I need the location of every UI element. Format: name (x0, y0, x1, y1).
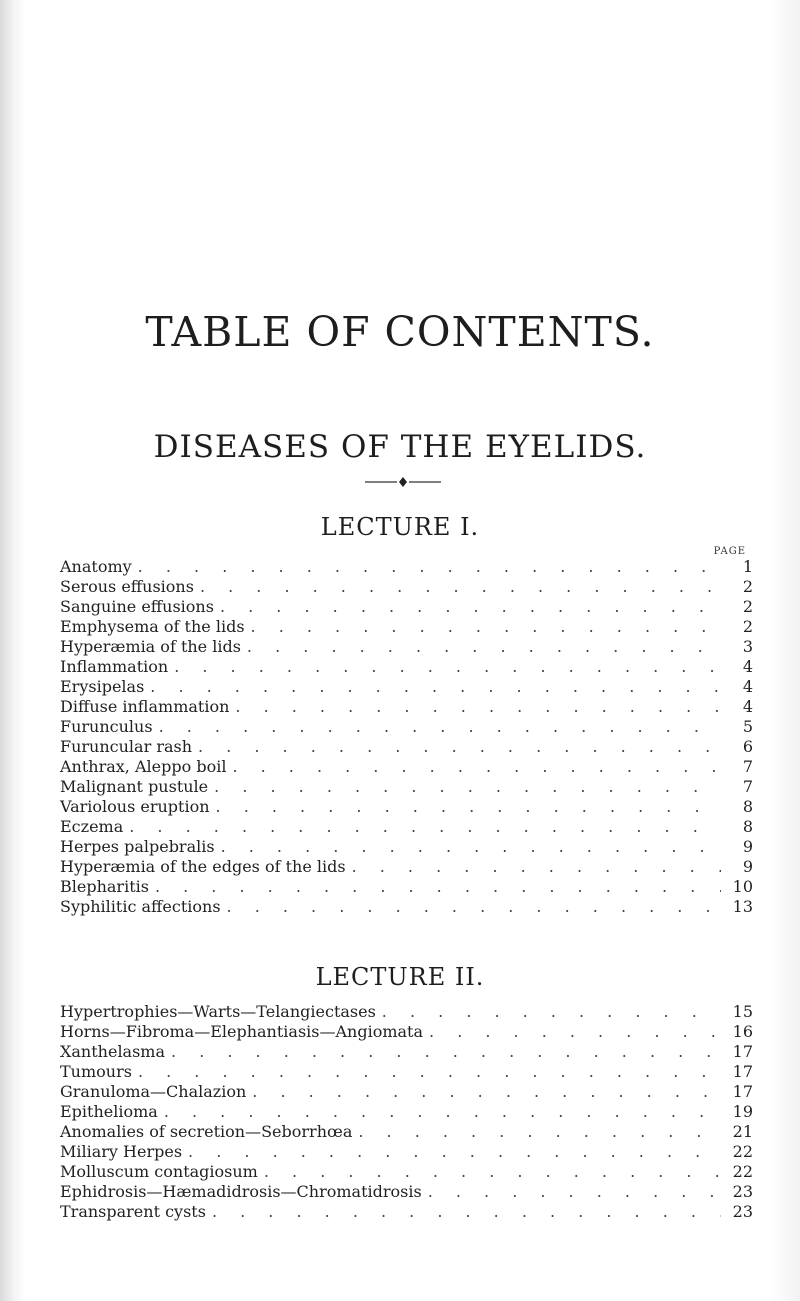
toc-entry-page: 8 (742, 797, 753, 816)
toc-entry (60, 1122, 753, 1142)
toc-entry-page: 9 (742, 837, 753, 856)
toc-dot-leader (164, 1102, 721, 1122)
toc-entry (60, 877, 753, 897)
toc-entry-page: 21 (732, 1122, 753, 1141)
toc-entry-page: 22 (732, 1142, 753, 1161)
toc-entry (60, 837, 753, 857)
toc-entry-title: Xanthelasma (60, 1042, 166, 1061)
toc-entry-title: Hyperæmia of the lids (60, 637, 241, 656)
toc-dot-leader (220, 597, 721, 617)
toc-entry-title: Erysipelas (60, 677, 145, 696)
toc-entry (60, 557, 753, 577)
toc-entry (60, 1142, 753, 1162)
toc-entry (60, 1162, 753, 1182)
toc-entry-title: Eczema (60, 817, 124, 836)
section-title: DISEASES OF THE EYELIDS. (153, 429, 647, 465)
toc-entry-title: Epithelioma (60, 1102, 158, 1121)
toc-entry (60, 1022, 753, 1042)
toc-entry-page: 9 (742, 857, 753, 876)
toc-dot-leader (252, 1082, 721, 1102)
toc-entry-page: 2 (742, 577, 753, 596)
toc-entry-title: Malignant pustule (60, 777, 209, 796)
toc-entry (60, 617, 753, 637)
toc-entry (60, 797, 753, 817)
toc-dot-leader (235, 697, 721, 717)
page-column-label: PAGE (713, 546, 746, 557)
toc-entry-page: 16 (732, 1022, 753, 1041)
toc-dot-leader (138, 557, 721, 577)
toc-entry (60, 637, 753, 657)
toc-dot-leader (428, 1182, 721, 1202)
toc-entry-title: Syphilitic affections (60, 897, 221, 916)
toc-entry (60, 697, 753, 717)
toc-entry-page: 19 (732, 1102, 753, 1121)
toc-dot-leader (188, 1142, 721, 1162)
toc-entry-page: 8 (742, 817, 753, 836)
toc-entry-page: 2 (742, 617, 753, 636)
toc-dot-leader (382, 1002, 721, 1022)
toc-entry-title: Hyperæmia of the edges of the lids (60, 857, 346, 876)
toc-entry-page: 4 (742, 657, 753, 676)
toc-dot-leader (251, 617, 721, 637)
toc-entry-title: Anthrax, Aleppo boil (60, 757, 227, 776)
toc-dot-leader (159, 717, 721, 737)
toc-entry (60, 1042, 753, 1062)
toc-entry-page: 4 (742, 677, 753, 696)
toc-dot-leader (150, 677, 721, 697)
toc-entry-title: Emphysema of the lids (60, 617, 245, 636)
toc-entry-page: 23 (732, 1182, 753, 1201)
toc-entry-title: Granuloma—Chalazion (60, 1082, 247, 1101)
toc-entry-title: Furuncular rash (60, 737, 193, 756)
toc-entry-title: Variolous eruption (60, 797, 210, 816)
page-title: TABLE OF CONTENTS. (145, 308, 655, 356)
toc-dot-leader (138, 1062, 721, 1082)
toc-entry-page: 3 (742, 637, 753, 656)
toc-entry (60, 817, 753, 837)
lecture-heading-1: LECTURE I. (320, 513, 480, 541)
toc-entry-title: Transparent cysts (60, 1202, 206, 1221)
toc-entry (60, 737, 753, 757)
toc-entry-page: 13 (732, 897, 753, 916)
toc-dot-leader (216, 797, 721, 817)
toc-dot-leader (198, 737, 721, 757)
toc-dot-leader (247, 637, 721, 657)
toc-entry-page: 17 (732, 1062, 753, 1081)
toc-entry-page: 7 (742, 777, 753, 796)
toc-entry-title: Furunculus (60, 717, 153, 736)
toc-entry-page: 22 (732, 1162, 753, 1181)
toc-dot-leader (221, 837, 721, 857)
toc-entry-page: 17 (732, 1082, 753, 1101)
toc-entry-title: Molluscum contagiosum (60, 1162, 258, 1181)
toc-entry-page: 2 (742, 597, 753, 616)
toc-entry-title: Sanguine effusions (60, 597, 214, 616)
toc-entry-title: Anomalies of secretion—Seborrhœa (60, 1122, 353, 1141)
toc-entry-title: Serous effusions (60, 577, 194, 596)
toc-entry-page: 7 (742, 757, 753, 776)
toc-entry-title: Herpes palpebralis (60, 837, 215, 856)
toc-entry-title: Diffuse inflammation (60, 697, 230, 716)
toc-entry-title: Blepharitis (60, 877, 149, 896)
toc-dot-leader (232, 757, 721, 777)
toc-entry-page: 10 (732, 877, 753, 896)
toc-entry (60, 777, 753, 797)
toc-list-lecture-2 (60, 1002, 753, 1222)
toc-entry-page: 5 (742, 717, 753, 736)
toc-entry (60, 1082, 753, 1102)
toc-entry-title: Tumours (60, 1062, 132, 1081)
toc-entry (60, 1182, 753, 1202)
toc-dot-leader (352, 857, 721, 877)
toc-entry (60, 657, 753, 677)
toc-entry (60, 1202, 753, 1222)
toc-entry-page: 15 (732, 1002, 753, 1021)
toc-entry-title: Miliary Herpes (60, 1142, 183, 1161)
toc-dot-leader (264, 1162, 721, 1182)
toc-dot-leader (174, 657, 721, 677)
toc-entry-page: 4 (742, 697, 753, 716)
toc-list-lecture-1 (60, 557, 753, 917)
toc-entry (60, 1102, 753, 1122)
toc-entry (60, 717, 753, 737)
toc-entry (60, 677, 753, 697)
toc-entry-title: Horns—Fibroma—Elephantiasis—Angiomata (60, 1022, 424, 1041)
toc-entry (60, 757, 753, 777)
toc-entry-title: Hypertrophies—Warts—Telangiectases (60, 1002, 376, 1021)
toc-entry-page: 6 (742, 737, 753, 756)
toc-entry-title: Anatomy (60, 557, 132, 576)
toc-entry (60, 1002, 753, 1022)
toc-dot-leader (200, 577, 721, 597)
toc-dot-leader (155, 877, 721, 897)
toc-entry-page: 1 (742, 557, 753, 576)
toc-dot-leader (171, 1042, 721, 1062)
divider-ornament (365, 475, 441, 489)
toc-entry (60, 577, 753, 597)
toc-entry-page: 17 (732, 1042, 753, 1061)
toc-entry (60, 1062, 753, 1082)
toc-dot-leader (129, 817, 721, 837)
toc-dot-leader (214, 777, 721, 797)
toc-entry (60, 897, 753, 917)
toc-dot-leader (358, 1122, 721, 1142)
toc-dot-leader (227, 897, 721, 917)
toc-dot-leader (212, 1202, 721, 1222)
toc-entry-title: Inflammation (60, 657, 169, 676)
toc-entry-title: Ephidrosis—Hæmadidrosis—Chromatidrosis (60, 1182, 422, 1201)
toc-entry-page: 23 (732, 1202, 753, 1221)
lecture-heading-2: LECTURE II. (315, 963, 485, 991)
toc-dot-leader (429, 1022, 721, 1042)
toc-entry (60, 857, 753, 877)
toc-entry (60, 597, 753, 617)
